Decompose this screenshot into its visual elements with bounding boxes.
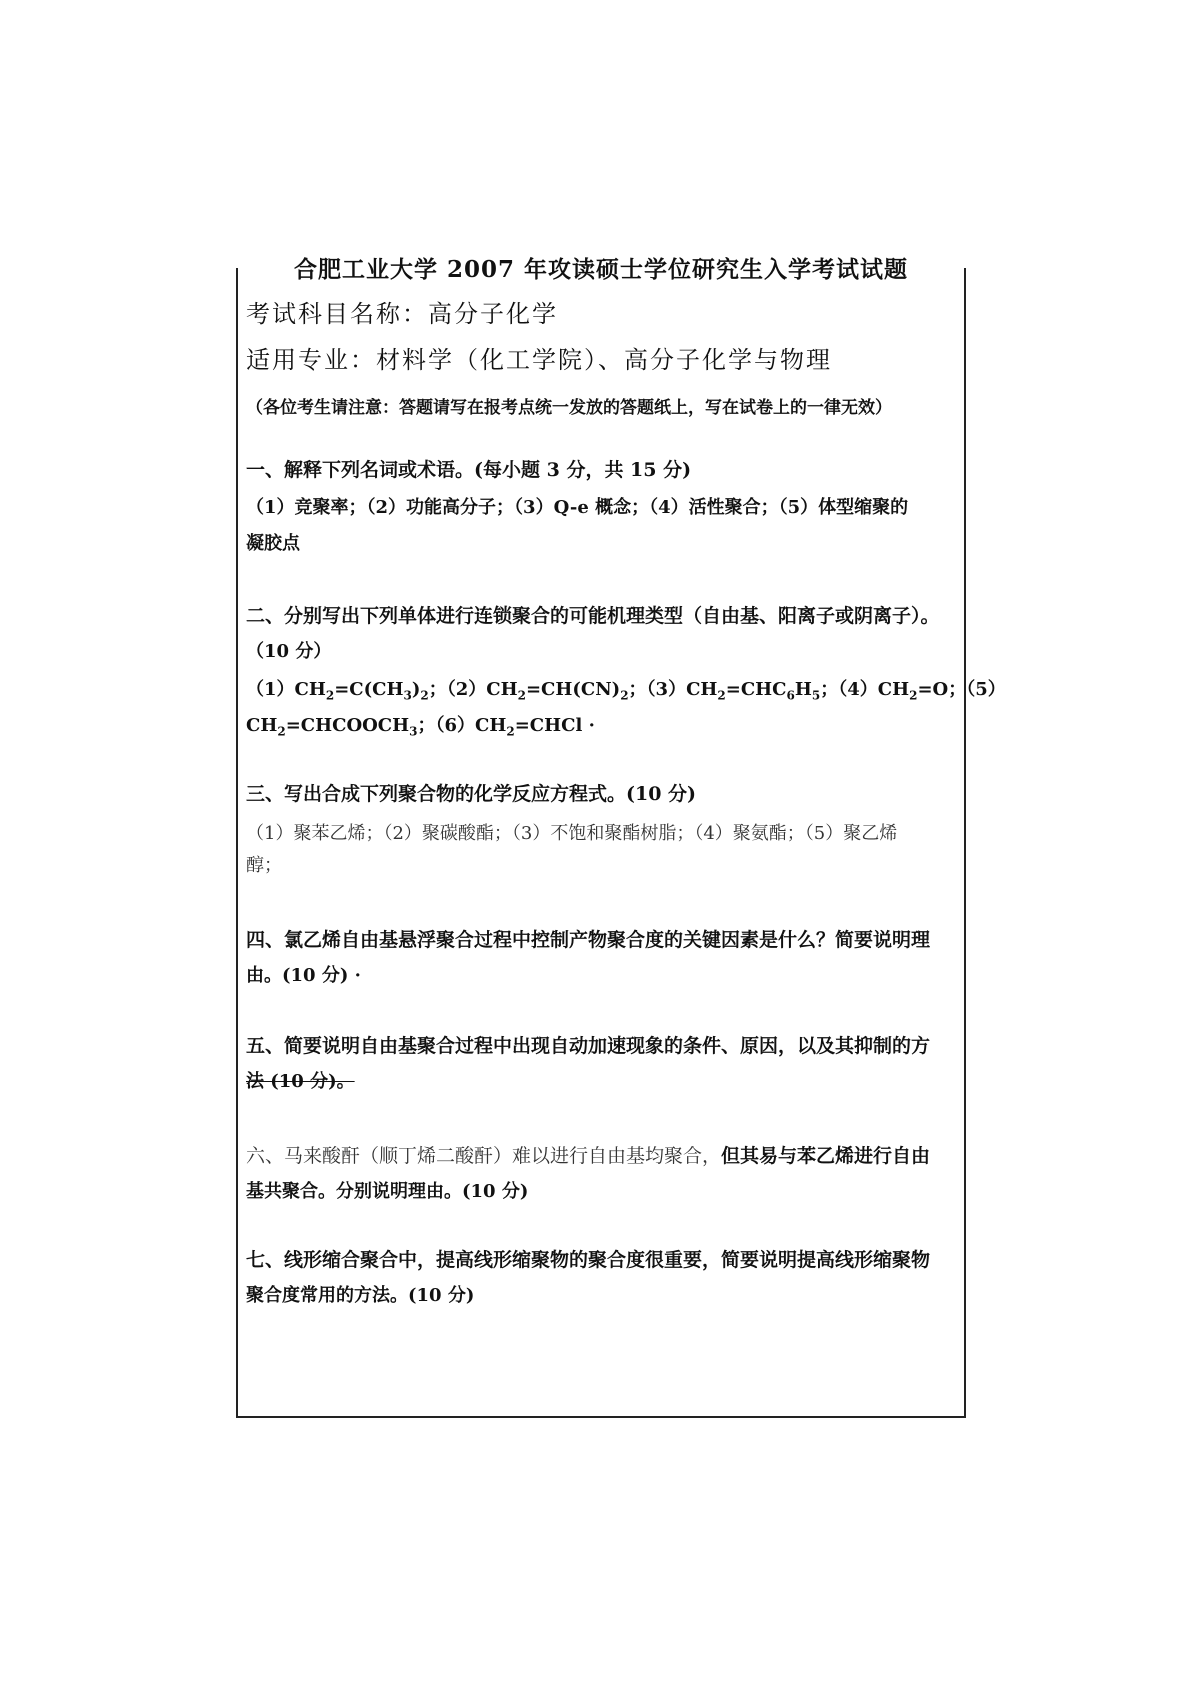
question-4-heading: 四、氯乙烯自由基悬浮聚合过程中控制产物聚合度的关键因素是什么？简要说明理 <box>246 929 931 951</box>
question-5-heading: 五、简要说明自由基聚合过程中出现自动加速现象的条件、原因，以及其抑制的方 <box>246 1035 931 1057</box>
question-5-line-1: 法 (10 分)。 <box>246 1071 355 1092</box>
question-2-formula-line-1: $(1)CH_2=C(CH_3)_2$；$(2)CH_2=CH(CN)_2$；$(3)CH_2=CHC_6H_5$；$(4)CH_2=O$；（5） <box>246 679 1006 703</box>
question-3-line-2: 醇； <box>246 855 282 876</box>
question-7-line-1: 聚合度常用的方法。(10 分) <box>246 1285 475 1306</box>
question-4-line-1: 由。(10 分) · <box>246 965 361 986</box>
exam-title: 合肥工业大学 2007 年攻读硕士学位研究生入学考试试题 <box>293 256 909 283</box>
subject-line: 考试科目名称：高分子化学 <box>246 300 558 328</box>
question-1-line-2: 凝胶点 <box>246 533 300 554</box>
question-1-line-1: （1）竞聚率；（2）功能高分子；（3）Q-e 概念；（4）活性聚合；（5）体型缩聚的 <box>246 497 909 518</box>
question-6-line-1: 基共聚合。分别说明理由。(10 分) <box>246 1181 529 1202</box>
question-2-heading: 二、分别写出下列单体进行连锁聚合的可能机理类型（自由基、阳离子或阴离子）。 <box>246 605 940 627</box>
question-1-heading: 一、解释下列名词或术语。(每小题 3 分，共 15 分) <box>246 459 692 481</box>
major-line: 适用专业：材料学（化工学院）、高分子化学与物理 <box>246 346 832 374</box>
question-6-heading: 六、马来酸酐（顺丁烯二酸酐）难以进行自由基均聚合，但其易与苯乙烯进行自由 <box>246 1145 931 1167</box>
question-3-line-1: （1）聚苯乙烯；（2）聚碳酸酯；（3）不饱和聚酯树脂；（4）聚氨酯；（5）聚乙烯 <box>246 823 898 844</box>
question-7-heading: 七、线形缩合聚合中，提高线形缩聚物的聚合度很重要，简要说明提高线形缩聚物 <box>246 1249 931 1271</box>
question-2-points: （10 分） <box>246 641 332 662</box>
exam-notice: （各位考生请注意：答题请写在报考点统一发放的答题纸上，写在试卷上的一律无效） <box>246 398 892 418</box>
question-3-heading: 三、写出合成下列聚合物的化学反应方程式。(10 分) <box>246 783 697 805</box>
question-2-formula-line-2: $CH_2=CHCOOCH_3$；$(6)CH_2=CHCl$ · <box>246 715 595 739</box>
